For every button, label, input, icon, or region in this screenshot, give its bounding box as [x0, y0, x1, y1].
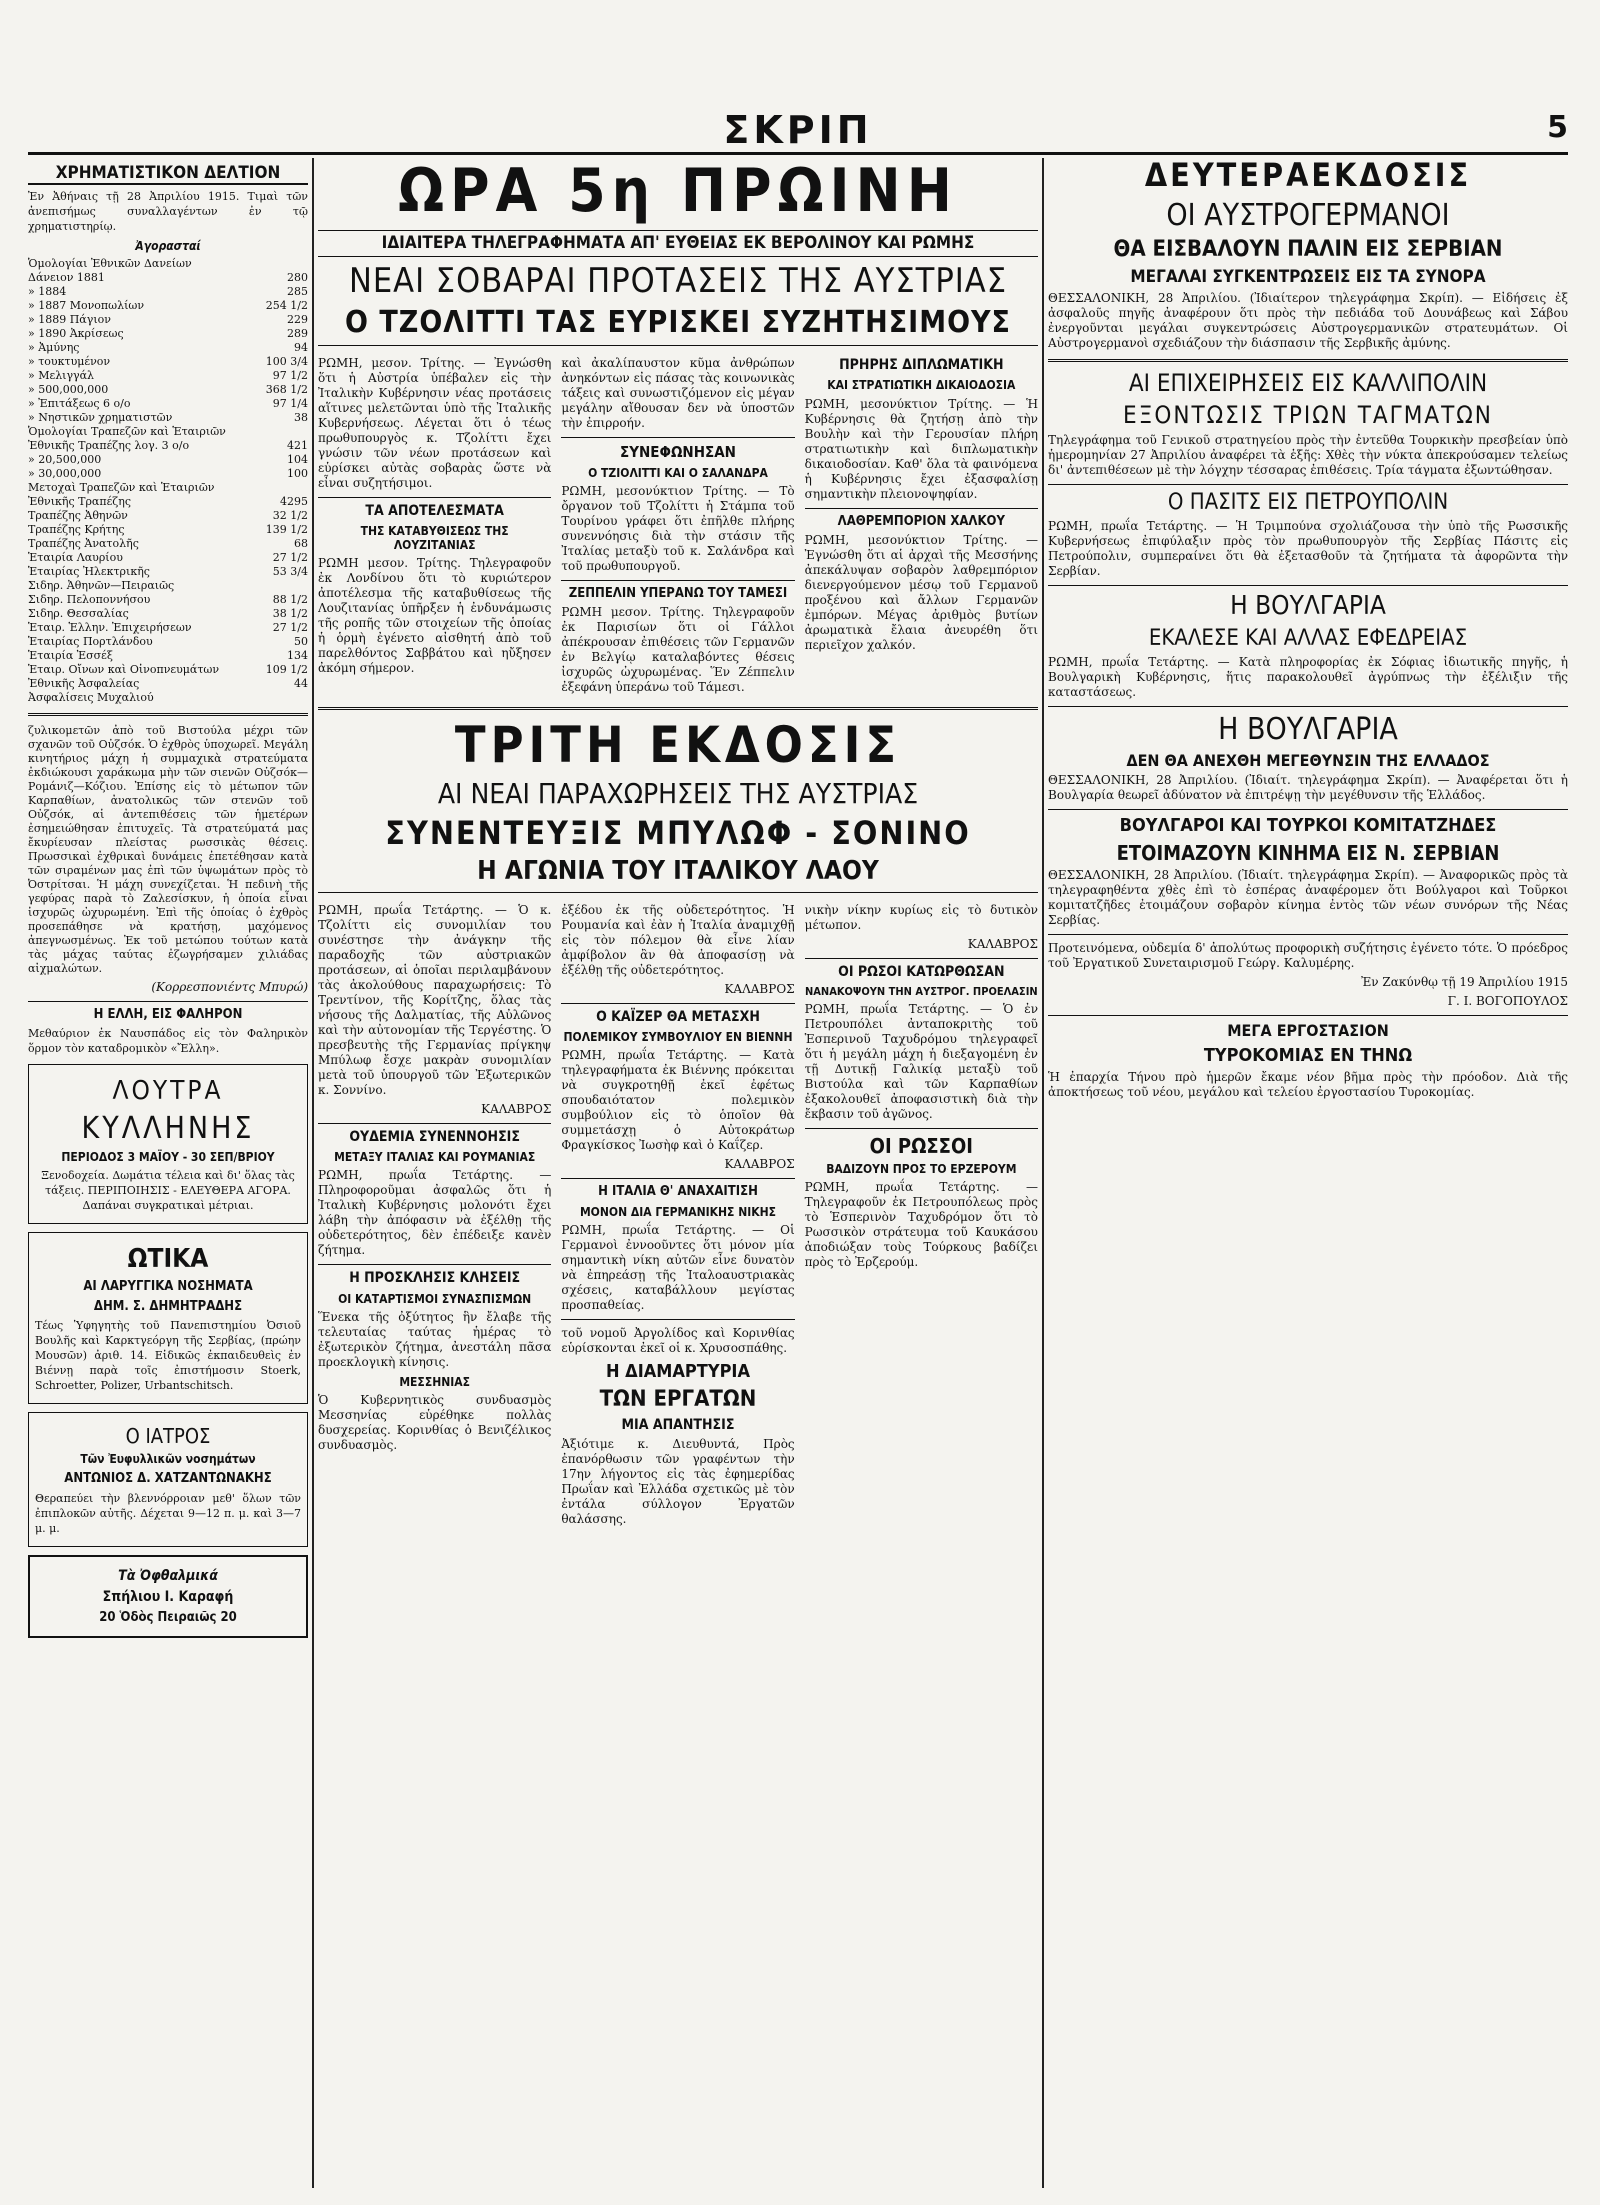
market-row-name: Σιδηρ. Πελοποννήσου	[28, 592, 151, 606]
market-row-name: Ἑταιρίας Πορτλάνδου	[28, 634, 153, 648]
column-right	[1048, 158, 1568, 2188]
article-bulow-sig: ΚΑΛΑΒΡΟΣ	[481, 1101, 552, 1116]
market-row-value: 4295	[280, 494, 308, 508]
banner-sub: ΙΔΙΑΙΤΕΡΑ ΤΗΛΕΓΡΑΦΗΜΑΤΑ ΑΠ' ΕΥΘΕΙΑΣ ΕΚ ΒΕΡΟΛΙΝΟΥ ΚΑΙ ΡΩΜΗΣ	[318, 230, 1038, 257]
article-factory-title: ΜΕΓΑ ΕΡΓΟΣΤΑΣΙΟΝ	[1227, 1021, 1389, 1041]
article-russians-sub: ΝΑΝΑΚΟΨΟΥΝ ΤΗΝ ΑΥΣΤΡΟΓ. ΠΡΟΕΛΑΣΙΝ	[804, 985, 1038, 999]
column-center	[318, 158, 1038, 2188]
market-row	[28, 621, 308, 635]
market-row-value: 97 1/4	[272, 396, 308, 410]
article-elections-title: Η ΠΡΟΣΚΛΗΣΙΣ ΚΛΗΣΕΙΣ	[349, 1270, 521, 1287]
article-bulgaria-title: Η ΒΟΥΛΓΑΡΙΑ	[1230, 591, 1386, 622]
masthead	[28, 108, 1568, 155]
article-austria-cont: καὶ ἀκαλίπαυστον κῦμα ἀνθρώπων ἀνηκόντων εἰς πάσας τὰς κοινωνικὰς τάξεις καὶ συνωστιζόμενον εἰς μέγαν μεγάλην αἴθουσαν δεν νὰ ὑποστῶν τὴν ἐπιρροήν.	[561, 356, 795, 431]
market-row-name: » 1889 Πάγιον	[28, 312, 111, 326]
article-letter-date: Ἐν Ζακύνθῳ τῇ 19 Ἀπριλίου 1915	[1361, 975, 1568, 990]
market-row	[28, 467, 308, 481]
market-row-value: 94	[294, 340, 308, 354]
market-row	[28, 313, 308, 327]
war-signature: (Κορρεσπονιέντς Μπυρώ)	[151, 979, 308, 994]
market-row-value: 53 3/4	[272, 564, 308, 578]
market-row	[28, 411, 308, 425]
market-row	[28, 299, 308, 313]
market-row	[28, 271, 308, 285]
market-row-name: » Ἐπιτάξεως 6 ο/ο	[28, 396, 131, 410]
article-russians-text: ΡΩΜΗ, πρωΐα Τετάρτης. — Ὁ ἐν Πετρουπόλει ἀνταποκριτὴς τοῦ Ἑσπερινοῦ Ταχυδρόμου τηλεγραφεῖ ὅτι ἡ μεγάλη μάχη ἡ διεξαγομένη ἐν τῇ Δυτικῇ Γαλικίᾳ μεταξὺ τοῦ Βιστούλα καὶ τῶν Καρπαθίων ἐξακολουθεῖ ἀποφασιστικὴ διὰ τὴν ἔκβασιν τοῦ ἀγῶνος.	[804, 1002, 1038, 1122]
ophthal-title: Τὰ Ὀφθαλμικά	[118, 1567, 218, 1584]
article-italy-sub: ΜΟΝΟΝ ΔΙΑ ΓΕΡΜΑΝΙΚΗΣ ΝΙΚΗΣ	[579, 1204, 777, 1219]
doctor-text: Θεραπεύει τὴν βλεννόρροιαν μεθ' ὅλων τῶν ἐπιπλοκῶν αὐτῆς. Δέχεται 9—12 π. μ. καὶ 3—7 μ. μ.	[35, 1491, 301, 1535]
market-list	[28, 257, 308, 705]
market-row-value: 97 1/2	[272, 368, 308, 382]
market-row-name: Σιδηρ. Θεσσαλίας	[28, 606, 129, 620]
column-divider	[1042, 158, 1044, 2188]
article-kaiser-sig: ΚΑΛΑΒΡΟΣ	[724, 1157, 795, 1172]
market-row-value: 32 1/2	[272, 508, 308, 522]
market-row-name: Ἑταιρ. Οἴνων καὶ Οἰνοπνευμάτων	[28, 662, 220, 676]
article-kaiser-title: Ο ΚΑΪΖΕΡ ΘΑ ΜΕΤΑΣΧΗ	[596, 1008, 760, 1025]
article-kaiser-sub: ΠΟΛΕΜΙΚΟΥ ΣΥΜΒΟΥΛΙΟΥ ΕΝ ΒΙΕΝΝΗ	[563, 1030, 793, 1045]
ent-title: ΩΤΙΚΑ	[127, 1243, 209, 1274]
article-gallipoli-title: ΑΙ ΕΠΙΧΕΙΡΗΣΕΙΣ ΕΙΣ ΚΑΛΛΙΠΟΛΙΝ	[1128, 369, 1488, 398]
market-row	[28, 691, 308, 705]
article-protest-title: Η ΔΙΑΜΑΡΤΥΡΙΑ	[606, 1360, 750, 1382]
market-row-value: 280	[287, 270, 308, 284]
article-protest-sub2: ΜΙΑ ΑΠΑΝΤΗΣΙΣ	[621, 1416, 735, 1433]
market-row-value: 289	[287, 326, 308, 340]
article-erzurum-text: ΡΩΜΗ, πρωΐα Τετάρτης. — Τηλεγραφοῦν ἐκ Πετρουπόλεως πρὸς τὸ Ἑσπερινὸν Ταχυδρόμον ὅτι τὸ Ρωσσικὸν στράτευμα τοῦ Καυκάσου ἀποδιώξαν τοὺς Τούρκους βαδίζει πρὸς τὸ Ἐρζερούμ.	[804, 1180, 1038, 1270]
market-row	[28, 425, 308, 439]
baths-text: Ξενοδοχεία. Δωμάτια τέλεια καὶ δι' ὅλας τὰς τάξεις. ΠΕΡΙΠΟΙΗΣΙΣ - ΕΛΕΥΘΕΡΑ ΑΓΟΡΑ. Δαπάναι συγκρατικαὶ μέτριαι.	[41, 1168, 295, 1212]
article-results-sub: ΤΗΣ ΚΑΤΑΒΥΘΙΣΕΩΣ ΤΗΣ ΛΟΥΖΙΤΑΝΙΑΣ	[360, 524, 509, 552]
article-bulow-text: ΡΩΜΗ, πρωΐα Τετάρτης. — Ὁ κ. Τζολίττι εἰς συνομιλίαν του συνέστησε τὴν ἀνάγκην τῆς παραδοχῆς τῶν αὐστριακῶν προτάσεων, αἱ ὁποῖαι περιλαμβάνουν τὰς ἀκολούθους παραχωρήσεις: Τὸ Τρεντίνον, τῆς Κορίτζης, ὅλας τὰς νήσους τῆς Δαλματίας, τῆς Αὐλῶνος καὶ τὴν αὐτονομίαν τῆς Τεργέστης. Ὁ πρεσβευτὴς τῆς Γερμανίας πρίγκηψ Μπύλωφ ἔσχε μακρὰν συνομιλίαν μετὰ τοῦ ὑπουργοῦ τῶν Ἐξωτερικῶν κ. Σοννίνο.	[318, 902, 552, 1097]
market-row-value: 38 1/2	[272, 606, 308, 620]
market-row-name: » Μελιγγάλ	[28, 368, 95, 382]
column-divider	[312, 158, 314, 2188]
article-erzurum-sub: ΒΑΔΙΖΟΥΝ ΠΡΟΣ ΤΟ ΕΡΖΕΡΟΥΜ	[826, 1162, 1017, 1177]
baths-period: ΠΕΡΙΟΔΟΣ 3 ΜΑΪΟΥ - 30 ΣΕΠ/ΒΡΙΟΥ	[61, 1149, 275, 1164]
ent-ad	[28, 1232, 308, 1404]
market-row	[28, 453, 308, 467]
page-number: 5	[1547, 110, 1568, 145]
doctor-sub: Τῶν Ἐυφυλλικῶν νοσημάτων	[80, 1452, 256, 1467]
second-edition-banner: ΔΕΥΤΕΡΑΕΚΔΟΣΙΣ	[1144, 158, 1472, 194]
market-row-value: 104	[287, 452, 308, 466]
article-bulgaria2-title: Η ΒΟΥΛΓΑΡΙΑ	[1218, 711, 1398, 747]
market-row-name: Τραπέζης Ἀνατολῆς	[28, 536, 139, 550]
article-bulgaria-text: ΡΩΜΗ, πρωΐα Τετάρτης. — Κατὰ πληροφορίας ἐκ Σόφιας ἰδιωτικῆς πηγῆς, ἡ Βουλγαρικὴ Κυβέρνησις, ἥτις παρακολουθεῖ ἀγρύπνως τὴν ἐξέλιξιν τῆς καταστάσεως.	[1048, 654, 1568, 699]
market-row	[28, 565, 308, 579]
headline-concessions: ΑΙ ΝΕΑΙ ΠΑΡΑΧΩΡΗΣΕΙΣ ΤΗΣ ΑΥΣΤΡΙΑΣ	[437, 777, 919, 811]
headline-borders: ΜΕΓΑΛΑΙ ΣΥΓΚΕΝΤΡΩΣΕΙΣ ΕΙΣ ΤΑ ΣΥΝΟΡΑ	[1130, 267, 1486, 288]
article-zeppelin-text: ΡΩΜΗ μεσον. Τρίτης. Τηλεγραφοῦν ἐκ Παρισίων ὅτι οἱ Γάλλοι ἀπέκρουσαν ἐπιθέσεις τῶν Γερμανῶν ἐν Βελγίῳ καταλαβόντες θέσεις ἰσχυρῶς ὠχυρωμένας. Ἕν Ζέππελιν ἐξεφάνη ὑπεράνω τοῦ Τάμεσι.	[561, 605, 795, 695]
market-row-name: Ἑταιρ. Ἑλλην. Ἐπιχειρήσεων	[28, 620, 192, 634]
market-intro: Ἐν Ἀθήναις τῇ 28 Ἀπριλίου 1915. Τιμαὶ τῶν ἀνεπισήμως συναλλαγέντων ἐν τῷ χρηματιστηρίῳ.	[28, 189, 308, 233]
market-title: ΧΡΗΜΑΤΙΣΤΙΚΟΝ ΔΕΛΤΙΟΝ	[28, 164, 308, 185]
market-row-name: Τραπέζης Κρήτης	[28, 522, 125, 536]
headline-austria: ΝΕΑΙ ΣΟΒΑΡΑΙ ΠΡΟΤΑΣΕΙΣ ΤΗΣ ΑΥΣΤΡΙΑΣ	[348, 260, 1008, 301]
doctor-name: ΑΝΤΩΝΙΟΣ Δ. ΧΑΤΖΑΝΤΩΝΑΚΗΣ	[64, 1471, 272, 1487]
market-row	[28, 355, 308, 369]
article-letter-name: Γ. Ι. ΒΟΓΟΠΟΥΛΟΣ	[1447, 994, 1568, 1009]
article-messinia-title: ΜΕΣΣΗΝΙΑΣ	[399, 1374, 471, 1389]
article-romania-text: ἐξέδου ἐκ τῆς οὐδετερότητος. Ἡ Ρουμανία καὶ ἐὰν ἡ Ἰταλία ἀναμιχθῇ εἰς τὸν πόλεμον θὰ εἶνε λίαν ἀμφίβολον ἂν θὰ ἀποφασίσῃ νὰ ἐξέλθῃ τῆς οὐδετερότητος.	[561, 902, 795, 977]
article-agreed-text: ΡΩΜΗ, μεσονύκτιον Τρίτης. — Τὸ ὄργανον τοῦ Τζολίττι ἡ Στάμπα τοῦ Τουρίνου γράφει ὅτι ἐπῆλθε πλήρης συνεννόησις διὰ τὴν στάσιν τῆς Ἰταλίας μεταξὺ τοῦ κ. Σαλάνδρα καὶ τοῦ πρωθυπουργοῦ.	[561, 483, 795, 573]
market-row	[28, 369, 308, 383]
article-jurisdiction-text: ΡΩΜΗ, μεσονύκτιον Τρίτης. — Ἡ Κυβέρνησις θὰ ζητήσῃ ἀπὸ τὴν Βουλὴν καὶ τὴν Γερουσίαν πλήρη στρατιωτικὴν καὶ διπλωματικὴν δικαιοδοσίαν. Καθ' ὅλα τὰ φαινόμενα ἡ Κυβέρνησις ἔχει ἐξασφαλίσῃ σημαντικὴν πλειονοψηφίαν.	[804, 396, 1038, 501]
market-row	[28, 383, 308, 397]
article-bulgaria2-sub: ΔΕΝ ΘΑ ΑΝΕΧΘΗ ΜΕΓΕΘΥΝΣΙΝ ΤΗΣ ΕΛΛΑΔΟΣ	[1126, 750, 1490, 770]
market-row-value: 368 1/2	[265, 382, 308, 396]
market-sub: Ἀγορασταί	[135, 238, 201, 253]
market-row	[28, 649, 308, 663]
market-row	[28, 579, 308, 593]
newspaper-name: ΣΚΡΙΠ	[723, 108, 873, 152]
market-row	[28, 257, 308, 271]
ent-doctor: ΔΗΜ. Σ. ΔΗΜΗΤΡΑΔΗΣ	[93, 1298, 243, 1314]
market-row-name: Τραπέζης Ἀθηνῶν	[28, 508, 128, 522]
article-pasic-title: Ο ΠΑΣΙΤΣ ΕΙΣ ΠΕΤΡΟΥΠΟΛΙΝ	[1167, 489, 1449, 515]
market-row-value: 109 1/2	[265, 662, 308, 676]
article-komitadjis-sub: ΕΤΟΙΜΑΖΟΥΝ ΚΙΝΗΜΑ ΕΙΣ Ν. ΣΕΡΒΙΑΝ	[1116, 841, 1500, 866]
doctor-title: Ο ΙΑΤΡΟΣ	[125, 1424, 211, 1449]
market-row-name: Ἐθνικῆς Τραπέζης	[28, 494, 132, 508]
market-row	[28, 551, 308, 565]
headline-meeting: ΣΥΝΕΝΤΕΥΞΙΣ ΜΠΥΛΩΦ - ΣΟΝΙΝΟ	[385, 813, 971, 852]
market-row	[28, 663, 308, 677]
article-serbia-text: ΘΕΣΣΑΛΟΝΙΚΗ, 28 Ἀπριλίου. (Ἰδιαίτερον τηλεγράφημα Σκρίπ). — Εἰδήσεις ἐξ ἀσφαλοῦς πηγῆς ἀναφέρουν ὅτι πρὸς τὴν πεδιάδα τοῦ Δουνάβεως καὶ Σάβου ἐνεργοῦνται μεγάλαι συγκεντρώσεις Αὐστρογερμανικῶν στρατευμάτων. Οἱ Αὐστρογερμανοὶ σχεδιάζουν τὴν διάσπασιν τῆς Σερβικῆς ἀμύνης.	[1048, 291, 1568, 351]
column-left	[28, 158, 308, 2188]
market-row-name: Δάνειον 1881	[28, 270, 105, 284]
top-articles	[318, 352, 1038, 699]
article-smuggling-text: ΡΩΜΗ, μεσονύκτιον Τρίτης. — Ἐγνώσθη ὅτι αἱ ἀρχαὶ τῆς Μεσσήνης ἀπεκάλυψαν σοβαρὸν λαθρεμπόριον διενεργούμενον μέσῳ τοῦ Γερμανοῦ προξένου καὶ ἄλλων Γερμανῶν ἐμπόρων. Μέγας ἀριθμὸς βυτίων ἀρωματικὰ ἔλαια ἀνευρέθη ὅτι περιεῖχον χαλκόν.	[804, 532, 1038, 652]
baths-ad	[28, 1064, 308, 1224]
market-row-value: 139 1/2	[265, 522, 308, 536]
market-row-value: 27 1/2	[272, 620, 308, 634]
article-factory-text: Ἡ ἐπαρχία Τήνου πρὸ ἡμερῶν ἔκαμε νέον βῆμα πρὸς τὴν πρόοδον. Διὰ τῆς ἀποκτήσεως τοῦ νέου, μεγάλου καὶ τελείου ἐργοστασίου Τυροκομίας.	[1048, 1069, 1568, 1099]
market-row-value: 50	[294, 634, 308, 648]
market-row-name: Ὁμολογίαι Τραπεζῶν καὶ Ἑταιριῶν	[28, 424, 226, 438]
helle-text: Μεθαύριον ἐκ Ναυσπάδος εἰς τὸν Φαληρικὸν ὅρμον τὸν καταδρομικὸν «Ἔλλη».	[28, 1027, 308, 1056]
article-no-agreement-title: ΟΥΔΕΜΙΑ ΣΥΝΕΝΝΟΗΣΙΣ	[349, 1128, 520, 1145]
article-results-title: ΤΑ ΑΠΟΤΕΛΕΣΜΑΤΑ	[365, 503, 504, 520]
market-row	[28, 285, 308, 299]
article-factory-sub: ΤΥΡΟΚΟΜΙΑΣ ΕΝ ΤΗΝΩ	[1203, 1044, 1413, 1066]
market-row	[28, 537, 308, 551]
market-row-name: Ἑταιρίας Ἠλεκτρικῆς	[28, 564, 150, 578]
market-row	[28, 593, 308, 607]
article-argolis-text: τοῦ νομοῦ Ἀργολίδος καὶ Κορινθίας εὑρίσκονται ἐκεῖ οἱ κ. Χρυσοσπάθης.	[561, 1325, 795, 1355]
article-jurisdiction-title: ΠΡΗΡΗΣ ΔΙΠΛΩΜΑΤΙΚΗ	[839, 357, 1004, 374]
headline-austro-germans: ΟΙ ΑΥΣΤΡΟΓΕΡΜΑΝΟΙ	[1166, 198, 1450, 234]
article-elections-sub: ΟΙ ΚΑΤΑΡΤΙΣΜΟΙ ΣΥΝΑΣΠΙΣΜΩΝ	[338, 1291, 532, 1306]
market-row-name: » 1884	[28, 284, 67, 298]
market-row	[28, 341, 308, 355]
article-italy-title: Η ΙΤΑΛΙΑ Θ' ΑΝΑΧΑΙΤΙΣΗ	[598, 1184, 758, 1200]
headline-serbia: ΘΑ ΕΙΣΒΑΛΟΥΝ ΠΑΛΙΝ ΕΙΣ ΣΕΡΒΙΑΝ	[1113, 237, 1503, 263]
article-victory-sig: ΚΑΛΑΒΡΟΣ	[967, 936, 1038, 951]
ophthal-name: Σπήλιου Ι. Καραφή	[102, 1589, 234, 1606]
market-row-value: 285	[287, 284, 308, 298]
market-row-name: » Νηστικῶν χρηματιστῶν	[28, 410, 173, 424]
market-row-value: 38	[294, 410, 308, 424]
article-elections-text: Ἕνεκα τῆς ὀξύτητος ἣν ἔλαβε τῆς τελευταίας ταύτας ἡμέρας τὸ ἐξωτερικὸν ζήτημα, ἀνεστάλη πᾶσα προεκλογικὴ κίνησις.	[318, 1309, 552, 1369]
article-pasic-text: ΡΩΜΗ, πρωΐα Τετάρτης. — Ἡ Τριμπούνα σχολιάζουσα τὴν ὑπὸ τῆς Ρωσσικῆς Κυβερνήσεως ἐπιφύλαξιν πρὸς τὸν πρωθυπουργὸν τῆς Σερβίας Πάσιτς εἰς Πετρούπολιν, συμπεραίνει ὅτι θὰ ἐξετασθοῦν τὰ ζητήματα τὰ ἀφορῶντα τὴν Σερβίαν.	[1048, 519, 1568, 579]
market-row-name: Μετοχαὶ Τραπεζῶν καὶ Ἑταιριῶν	[28, 480, 215, 494]
helle-title: Η ΕΛΛΗ, ΕΙΣ ΦΑΛΗΡΟΝ	[93, 1006, 243, 1022]
baths-title: ΛΟΥΤΡΑ	[112, 1076, 224, 1107]
market-row-value: 100	[287, 466, 308, 480]
market-row-name: Σιδηρ. Ἀθηνῶν—Πειραιῶς	[28, 578, 175, 592]
article-italy-text: ΡΩΜΗ, πρωΐα Τετάρτης. — Οἱ Γερμανοὶ ἐννοοῦντες ὅτι μόνον μία σημαντικὴ νίκη αὐτῶν εἶνε δυνατὸν νὰ ἐπηρεάσῃ τῆς Ἰταλοαυστριακὰς σχέσεις, καταβάλλουν μεγίστας προσπαθείας.	[561, 1222, 795, 1312]
article-kaiser-text: ΡΩΜΗ, πρωΐα Τετάρτης. — Κατὰ τηλεγραφήματα ἐκ Βιέννης πρόκειται νὰ συγκροτηθῇ ἐκεῖ ἐφέτως σπουδαιότατον πολεμικὸν συμβούλιον εἰς τὸ ὁποῖον θὰ συμμετάσχῃ ὁ Αὐτοκράτωρ Φραγκίσκος Ἰωσὴφ καὶ ὁ Καΐζερ.	[561, 1048, 795, 1153]
market-row	[28, 677, 308, 691]
article-erzurum-title: ΟΙ ΡΩΣΣΟΙ	[869, 1134, 973, 1159]
market-row-name: » Ἀμύνης	[28, 340, 80, 354]
market-row-name: Ἐθνικῆς Ἀσφαλείας	[28, 676, 140, 690]
market-row-value: 134	[287, 648, 308, 662]
third-edition-articles	[318, 899, 1038, 1531]
banner-5am: ΩΡΑ 5η ΠΡΩΙΝΗ	[398, 158, 958, 226]
ophthalmic-ad	[28, 1555, 308, 1638]
market-row	[28, 607, 308, 621]
article-jurisdiction-sub: ΚΑΙ ΣΤΡΑΤΙΩΤΙΚΗ ΔΙΚΑΙΟΔΟΣΙΑ	[827, 378, 1016, 393]
article-messinia-text: Ὁ Κυβερνητικὸς συνδυασμὸς Μεσσηνίας εὑρέθηκε πολλὰς δυσχερείας. Κορινθίας ὁ Βενιζέλικος συνδυασμὸς.	[318, 1392, 552, 1452]
article-komitadjis-text: ΘΕΣΣΑΛΟΝΙΚΗ, 28 Ἀπριλίου. (Ἰδιαίτ. τηλεγράφημα Σκρίπ). — Ἀναφορικῶς πρὸς τὰ τηλεγραφηθέντα χθὲς ἐπὶ τὸ ἐσπέρας ἀναφέρομεν ὅτι Βούλγαροι καὶ Τοῦρκοι κομιτατζῆδες ἐτοιμάζουν σοβαρὸν κίνημα ἐντὸς τῶν νέων συνόρων τῆς Νέας Σερβίας.	[1048, 868, 1568, 928]
article-protest-text: Ἀξιότιμε κ. Διευθυντά, Πρὸς ἐπανόρθωσιν τῶν γραφέντων τὴν 17ην λήγοντος εἰς τὰς ἐφημερίδας Πρωΐαν καὶ Ἐλλάδα σχετικῶς μὲ τὸν ἐντάλα σύλλογον Ἐργατῶν θαλάσσης.	[561, 1437, 795, 1527]
market-row-value: 27 1/2	[272, 550, 308, 564]
market-row-name: Ἀσφαλίσεις Μυχαλιού	[28, 690, 154, 704]
article-smuggling-title: ΛΑΘΡΕΜΠΟΡΙΟΝ ΧΑΛΚΟΥ	[837, 513, 1005, 529]
article-agreed-sub: Ο ΤΖΙΟΛΙΤΤΙ ΚΑΙ Ο ΣΑΛΑΝΔΡΑ	[588, 465, 768, 480]
article-gallipoli-text: Τηλεγράφημα τοῦ Γενικοῦ στρατηγείου πρὸς τὴν ἐντεῦθα Τουρκικὴν πρεσβείαν ὑπὸ ἡμερομηνίαν 27 Ἀπριλίου ἀναφέρει τὰ ἑξῆς: Χθὲς τὴν νύκτα ἀπεκρούσαμεν τελείως δι' ἀντεπιθέσεων μὲ τὴν λόγχην τέσσαρας ἐπιθέσεις. Τρία τάγματα ἐξωντώθησαν.	[1048, 432, 1568, 477]
market-row-name: Ὁμολογίαι Ἐθνικῶν Δανείων	[28, 256, 192, 270]
headline-agony: Η ΑΓΩΝΙΑ ΤΟΥ ΙΤΑΛΙΚΟΥ ΛΑΟΥ	[477, 856, 879, 887]
market-row	[28, 481, 308, 495]
article-zeppelin-title: ΖΕΠΠΕΛΙΝ ΥΠΕΡΑΝΩ ΤΟΥ ΤΑΜΕΣΙ	[568, 585, 788, 601]
baths-name: ΚΥΛΛΗΝΗΣ	[81, 1110, 255, 1146]
article-russians-title: ΟΙ ΡΩΣΟΙ ΚΑΤΩΡΘΩΣΑΝ	[838, 963, 1005, 980]
market-row-name: » 1887 Μονοπωλίων	[28, 298, 145, 312]
ophthal-addr: 20 Ὁδὸς Πειραιῶς 20	[99, 1610, 237, 1626]
article-agreed-title: ΣΥΝΕΦΩΝΗΣΑΝ	[619, 443, 736, 462]
market-row	[28, 635, 308, 649]
market-row	[28, 495, 308, 509]
market-row-value: 229	[287, 312, 308, 326]
market-row-name: » τουκτυμένον	[28, 354, 111, 368]
article-gallipoli-sub: ΕΞΟΝΤΩΣΙΣ ΤΡΙΩΝ ΤΑΓΜΑΤΩΝ	[1123, 401, 1493, 430]
market-row-name: Ἐθνικῆς Τραπέζης λογ. 3 ο/ο	[28, 438, 190, 452]
market-row-value: 44	[294, 676, 308, 690]
market-row-name: Ἑταιρία Ἐσσέξ	[28, 648, 113, 662]
doctor-ad	[28, 1412, 308, 1546]
article-protest-sub: ΤΩΝ ΕΡΓΑΤΩΝ	[599, 1386, 757, 1412]
article-no-agreement-sub: ΜΕΤΑΞΥ ΙΤΑΛΙΑΣ ΚΑΙ ΡΟΥΜΑΝΙΑΣ	[334, 1150, 536, 1165]
market-row-value: 100 3/4	[265, 354, 308, 368]
market-row	[28, 523, 308, 537]
article-victory-text: νικὴν νίκην κυρίως εἰς τὸ δυτικὸν μέτωπον.	[804, 902, 1038, 932]
market-row	[28, 439, 308, 453]
market-row-value: 88 1/2	[272, 592, 308, 606]
article-komitadjis-title: ΒΟΥΛΓΑΡΟΙ ΚΑΙ ΤΟΥΡΚΟΙ ΚΟΜΙΤΑΤΖΗΔΕΣ	[1119, 815, 1497, 837]
third-edition-banner: ΤΡΙΤΗ ΕΚΔΟΣΙΣ	[454, 716, 902, 775]
market-row-name: Ἑταιρία Λαυρίου	[28, 550, 123, 564]
article-results-text: ΡΩΜΗ μεσον. Τρίτης. Τηλεγραφοῦν ἐκ Λονδίνου ὅτι τὸ κυριώτερον ἀποτέλεσμα τῆς καταβυθίσεως τῆς Λουζιτανίας ὑπῆρξεν ἡ ἐνδυνάμωσις τῆς ροπῆς τῶν στοιχείων τῆς ὁποίας ἡ ὁρμὴ ἐγένετο αἰσθητή ἀπὸ τοῦ παρελθόντος Σαββάτου καὶ ηὔξησεν ἀκόμη σήμερον.	[318, 555, 552, 675]
headline-giolitti: Ο ΤΖΟΛΙΤΤΙ ΤΑΣ ΕΥΡΙΣΚΕΙ ΣΥΖΗΤΗΣΙΜΟΥΣ	[345, 305, 1011, 341]
article-no-agreement-text: ΡΩΜΗ, πρωΐα Τετάρτης. — Πληροφοροῦμαι ἀσφαλῶς ὅτι ἡ Ἰταλικὴ Κυβέρνησις μολονότι ἔχει λάβη τὴν ἀπόφασιν νὰ ἐξέλθῃ τῆς οὐδετερότητος, δὲν ἐπέδειξε κανὲν ζήτημα.	[318, 1168, 552, 1258]
article-austria-text: ΡΩΜΗ, μεσον. Τρίτης. — Ἐγνώσθη ὅτι ἡ Αὐστρία ὑπέβαλεν εἰς τὴν Ἰταλικὴν Κυβέρνησιν νέας προτάσεις αἵτινες μελετῶνται ὑπὸ τῆς Ἰταλικῆς Κυβερνήσεως. Λέγεται ὅτι ὁ τέως πρωθυπουργὸς κ. Τζολίττι ἔχει γνώσιν τῶν νέων προτάσεων καὶ εὑρίσκει αὐτὰς σοβαρὰς ὥστε νὰ εἶναι συζητήσιμοι.	[318, 356, 552, 491]
market-row-value: 254 1/2	[265, 298, 308, 312]
article-letter-text: Προτεινόμενα, οὐδεμία δ' ἀπολύτως προφορικὴ συζήτησις ἐγένετο τότε. Ὁ πρόεδρος τοῦ Ἐργατικοῦ Συνεταιρισμοῦ Γεώργ. Καλυμέρης.	[1048, 941, 1568, 971]
article-romania-sig: ΚΑΛΑΒΡΟΣ	[724, 981, 795, 996]
market-row-value: 68	[294, 536, 308, 550]
ent-sub: ΑΙ ΛΑΡΥΓΓΙΚΑ ΝΟΣΗΜΑΤΑ	[83, 1278, 253, 1294]
article-bulgaria2-text: ΘΕΣΣΑΛΟΝΙΚΗ, 28 Ἀπριλίου. (Ἰδιαίτ. τηλεγράφημα Σκρίπ). — Ἀναφέρεται ὅτι ἡ Βουλγαρία θεωρεῖ ἀδύνατον νὰ ἐπιτρέψῃ τὴν μεγέθυνσιν τῆς Ἑλλάδος.	[1048, 773, 1568, 803]
market-row-name: » 20,500,000	[28, 452, 102, 466]
market-row	[28, 397, 308, 411]
market-row-name: » 500,000,000	[28, 382, 109, 396]
ent-text: Τέως Ὑφηγητὴς τοῦ Πανεπιστημίου Ὀσιοῦ Βουλῆς καὶ Καρκτγεόργη τῆς Σερβίας, (πρώην Μουσῶν) ἀριθ. 14. Εἰδικῶς ἐκπαιδευθεὶς ἐν Βιέννῃ παρὰ τοῖς ἐπιστήμοσιν Stoerk, Schroetter, Polizer, Urbantschitsch.	[35, 1319, 301, 1393]
war-report: ζυλικομετῶν ἀπὸ τοῦ Βιστούλα μέχρι τῶν σχανῶν τοῦ Οὐζσόκ. Ὁ ἐχθρὸς ὑποχωρεῖ. Μεγάλη κινητήριος μάχη ἡ συμμαχικὰ στρατεύματα ἐκδιώκουσι χαράκωμα μὴν τῶν σιενῶν Οὐζσόκ—Ρομάνιζ—Κόζιου. Ἐπίσης εἰς τὸ μέτωπον τῶν Καρπαθίων, ἀνατολικῶς τῶν στενῶν τοῦ Οὐζσόκ, αἱ ἀντεπιθέσεις τῶν ἡμετέρων ἐσημειώθησαν ἐπιτυχεῖς. Τὰ στρατεύματά μας ἔκυρίευσαν πλείστας ρωσσικὰς θέσεις. Πρωσσικαὶ ἐχθρικαὶ δυνάμεις ἐπετέθησαν κατὰ τῶν σιραμένων μας ἐπὶ τῶν ὑψωμάτων πρὸς τὸ Ὀστρίτσαι. Ἡ μάχη συνεχίζεται. Ἡ πεδινὴ τῆς γεφύρας παρὰ τὸ Ζαλεσίσκυν, ἡ ὁποία εἶναι ἰσχυρῶς ὠχυρωμένη. Ἐπὶ τῆς ὁποίας ὁ ἐχθρὸς προσεπάθησε νὰ κρατήσῃ, μαχόμενος ἀπεγνωσμένως. Ἐκ τοῦ μετώπου τούτων κατὰ τὰς μάχας ταύτας ἐζωγρήσαμεν χιλιάδας αἰχμαλώτων.	[28, 723, 308, 975]
market-row-name: » 1890 Ἀκρίσεως	[28, 326, 124, 340]
article-bulgaria-sub: ΕΚΑΛΕΣΕ ΚΑΙ ΑΛΛΑΣ ΕΦΕΔΡΕΙΑΣ	[1148, 625, 1468, 651]
market-row	[28, 327, 308, 341]
market-row	[28, 509, 308, 523]
market-row-name: » 30,000,000	[28, 466, 102, 480]
market-row-value: 421	[287, 438, 308, 452]
